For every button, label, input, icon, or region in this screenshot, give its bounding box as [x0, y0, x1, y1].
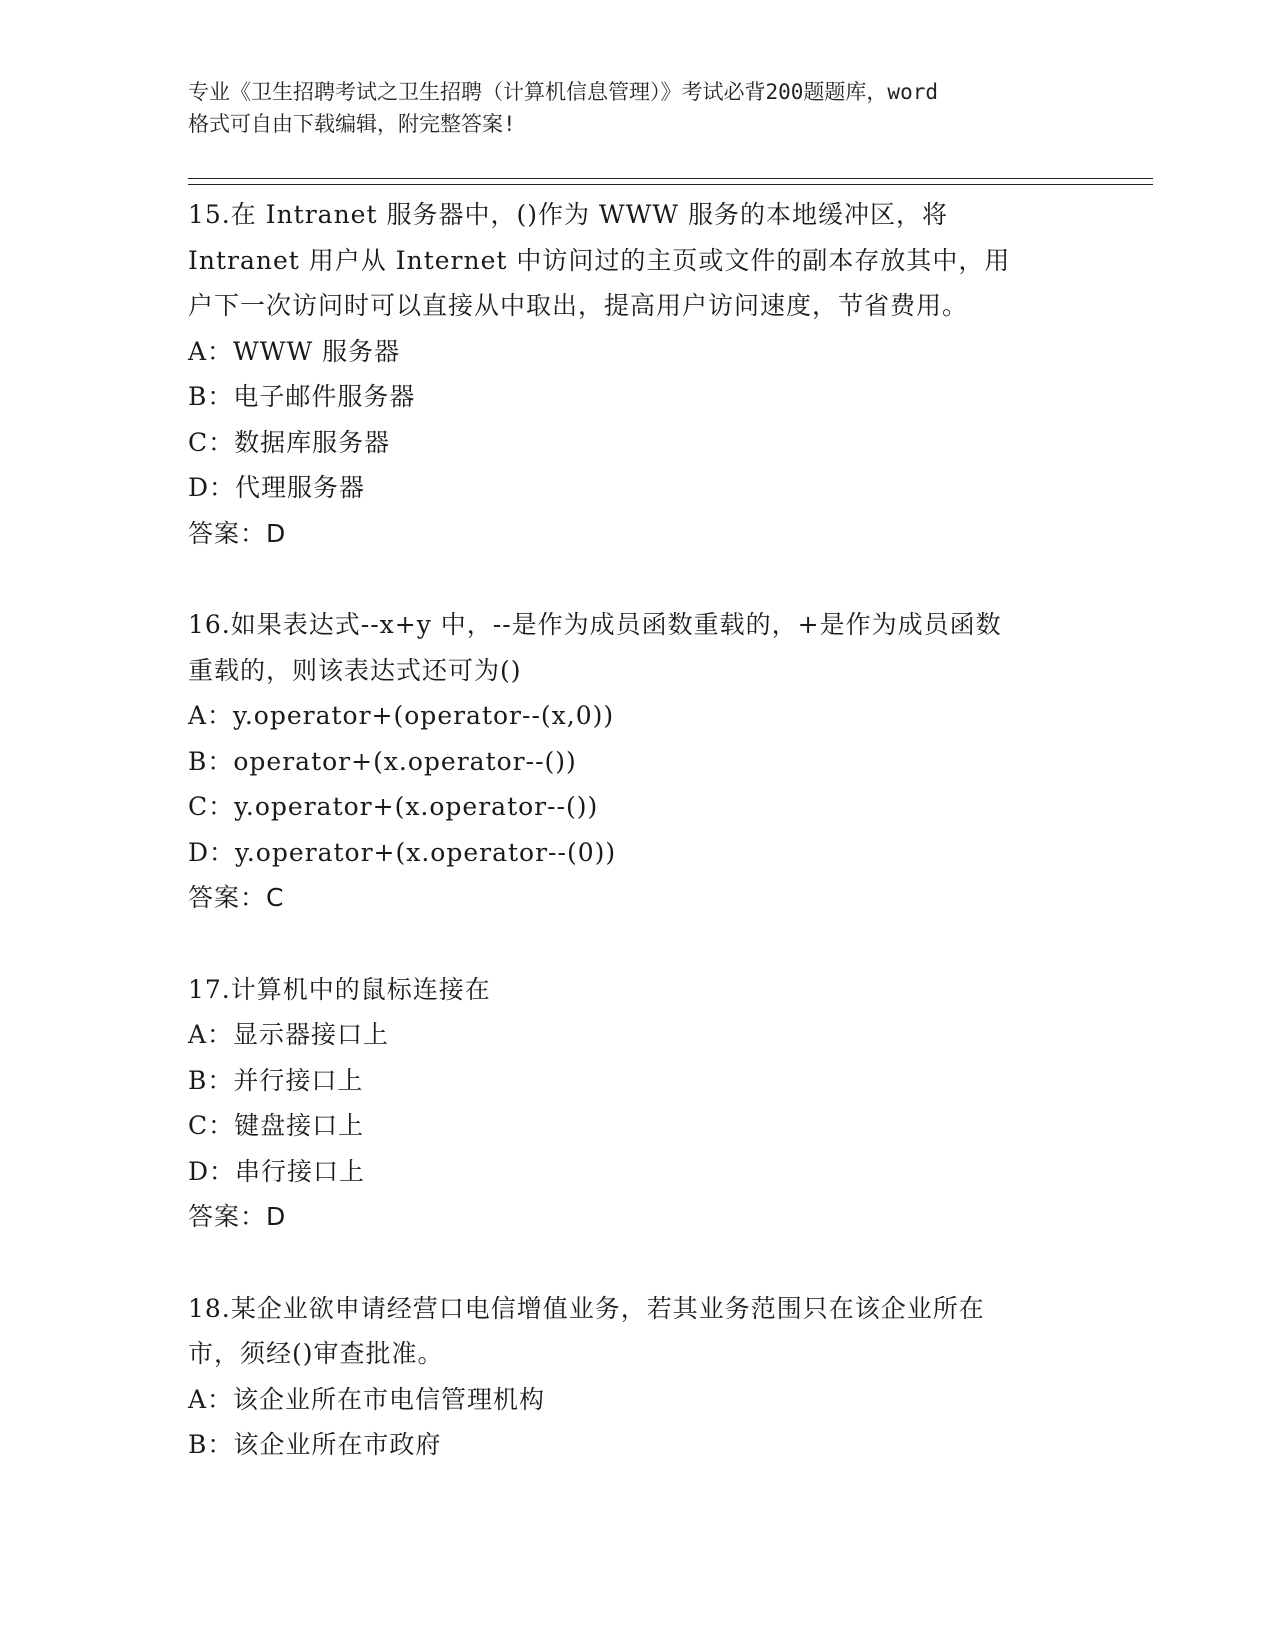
question-stem — [188, 1286, 1088, 1377]
option-b: B：电子邮件服务器 — [188, 382, 416, 411]
header-divider-top — [188, 178, 1153, 179]
option-d: D：代理服务器 — [188, 473, 366, 502]
stem-line: 18.某企业欲申请经营口电信增值业务，若其业务范围只在该企业所在 — [188, 1293, 985, 1323]
question-17 — [188, 967, 1088, 1240]
question-stem — [188, 192, 1088, 329]
option-d: D：y.operator+(x.operator--(0)) — [188, 837, 617, 867]
answer-line: 答案：D — [188, 518, 287, 548]
answer-line: 答案：D — [188, 1202, 287, 1231]
option-b: B：该企业所在市政府 — [188, 1430, 442, 1459]
option-b: B：并行接口上 — [188, 1065, 364, 1095]
header-line-1: 专业《卫生招聘考试之卫生招聘（计算机信息管理）》考试必背200题题库，word — [188, 80, 938, 104]
stem-line: 户下一次访问时可以直接从中取出，提高用户访问速度，节省费用。 — [188, 291, 969, 320]
question-18 — [188, 1286, 1088, 1468]
document-header — [188, 76, 1088, 140]
option-b: B：operator+(x.operator--()) — [188, 746, 577, 776]
stem-line: 16.如果表达式--x+y 中，--是作为成员函数重载的，+是作为成员函数 — [188, 610, 1002, 639]
question-stem — [188, 967, 1088, 1013]
option-c: C：数据库服务器 — [188, 427, 391, 457]
question-list — [188, 192, 1088, 1468]
option-c: C：y.operator+(x.operator--()) — [188, 792, 599, 821]
stem-line: 17.计算机中的鼠标连接在 — [188, 974, 491, 1004]
question-stem — [188, 602, 1088, 693]
question-16 — [188, 602, 1088, 921]
option-a: A：该企业所在市电信管理机构 — [188, 1384, 546, 1414]
stem-line: Intranet 用户从 Internet 中访问过的主页或文件的副本存放其中，用 — [188, 245, 1011, 275]
question-15 — [188, 192, 1088, 556]
option-c: C：键盘接口上 — [188, 1111, 365, 1140]
option-a: A：显示器接口上 — [188, 1020, 390, 1049]
stem-line: 市，须经()审查批准。 — [188, 1339, 444, 1368]
option-a: A：y.operator+(operator--(x,0)) — [188, 701, 615, 730]
stem-line: 15.在 Intranet 服务器中，()作为 WWW 服务的本地缓冲区，将 — [188, 200, 948, 229]
header-line-2: 格式可自由下载编辑，附完整答案! — [188, 112, 516, 136]
answer-line: 答案：C — [188, 883, 285, 912]
stem-line: 重载的，则该表达式还可为() — [188, 655, 522, 685]
option-a: A：WWW 服务器 — [188, 336, 401, 366]
header-divider-bottom — [188, 184, 1153, 185]
option-d: D：串行接口上 — [188, 1156, 366, 1186]
